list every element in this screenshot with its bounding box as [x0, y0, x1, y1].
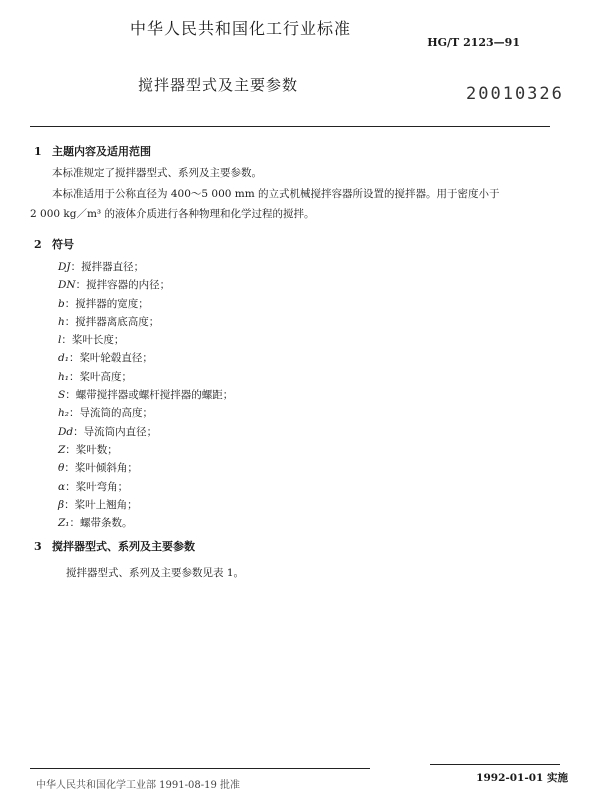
symbol-item: l：桨叶长度； — [58, 334, 125, 347]
section-title: 搅拌器型式、系列及主要参数 — [52, 540, 195, 553]
footer-rule-right — [430, 764, 560, 765]
symbol-item: d₁：桨叶轮毂直径； — [58, 352, 153, 365]
symbol-item: Dd：导流筒内直径； — [58, 425, 158, 438]
symbol-desc: 桨叶倾斜角； — [74, 462, 138, 475]
symbol-item: h₁：桨叶高度； — [58, 370, 132, 383]
symbol-key: DJ — [58, 261, 71, 273]
section-1-line-3: 2 000 kg／m³ 的液体介质进行各种物理和化学过程的搅拌。 — [30, 208, 315, 220]
symbol-desc: 搅拌器直径； — [81, 261, 145, 273]
section-3-heading — [34, 538, 195, 554]
symbol-item: β：桨叶上翘角； — [58, 498, 138, 511]
symbol-item: h：搅拌器离底高度； — [58, 315, 160, 328]
symbol-item: Z₁：螺带条数。 — [58, 517, 133, 530]
section-3-line-1: 搅拌器型式、系列及主要参数见表 1。 — [66, 567, 245, 579]
symbol-item: Z：桨叶数； — [58, 443, 118, 456]
symbol-desc: 搅拌器离底高度； — [75, 315, 160, 328]
standard-code: HG/T 2123—91 — [427, 36, 520, 49]
symbol-key: h₁ — [58, 370, 69, 383]
symbol-key: h₂ — [58, 407, 69, 420]
symbol-key: β — [58, 498, 65, 511]
symbol-list — [58, 258, 233, 532]
symbol-key: h — [58, 315, 65, 328]
symbol-key: Z₁ — [58, 517, 70, 530]
handwritten-number: 20010326 — [466, 84, 564, 104]
symbol-item: θ：桨叶倾斜角； — [58, 462, 138, 475]
symbol-desc: 桨叶数； — [75, 443, 118, 456]
symbol-desc: 桨叶上翘角； — [74, 498, 138, 511]
symbol-key: α — [58, 480, 66, 493]
section-title: 符号 — [52, 238, 74, 251]
approval-line: 中华人民共和国化学工业部 1991-08-19 批准 — [36, 780, 241, 791]
symbol-item: α：桨叶弯角； — [58, 480, 129, 493]
header-rule — [30, 126, 550, 127]
section-1-line-1: 本标准规定了搅拌器型式、系列及主要参数。 — [52, 167, 262, 179]
section-1-line-2: 本标准适用于公称直径为 400～5 000 mm 的立式机械搅拌容器所设置的搅拌器。用于密度小于 — [52, 188, 500, 200]
symbol-key: b — [58, 297, 65, 310]
footer-rule-left — [30, 768, 370, 769]
standard-title: 中华人民共和国化工行业标准 — [130, 19, 352, 38]
symbol-desc: 螺带搅拌器或螺杆搅拌器的螺距； — [75, 389, 234, 402]
section-number: 3 — [34, 540, 42, 553]
symbol-item: S：螺带搅拌器或螺杆搅拌器的螺距； — [58, 389, 234, 402]
symbol-key: l — [58, 334, 62, 347]
symbol-item: DN：搅拌容器的内径； — [58, 279, 171, 292]
section-title: 主题内容及适用范围 — [52, 145, 151, 158]
symbol-key: d₁ — [58, 352, 69, 365]
symbol-item: b：搅拌器的宽度； — [58, 297, 149, 310]
document-title: 搅拌器型式及主要参数 — [138, 76, 299, 94]
symbol-desc: 桨叶轮毂直径； — [79, 352, 153, 365]
symbol-key: S — [58, 389, 66, 402]
symbol-desc: 桨叶长度； — [71, 334, 125, 347]
section-number: 2 — [34, 238, 42, 251]
symbol-desc: 导流筒内直径； — [83, 425, 158, 438]
section-number: 1 — [34, 145, 42, 158]
symbol-desc: 螺带条数。 — [80, 517, 133, 530]
implementation-date: 1992-01-01 实施 — [476, 772, 568, 784]
symbol-item: h₂：导流筒的高度； — [58, 407, 153, 420]
section-2-heading — [34, 236, 74, 252]
symbol-key: Z — [58, 443, 66, 456]
symbol-item: DJ：搅拌器直径； — [58, 261, 145, 273]
symbol-desc: 导流筒的高度； — [79, 407, 153, 420]
symbol-desc: 桨叶弯角； — [75, 480, 129, 493]
symbol-key: DN — [58, 279, 76, 292]
section-1-heading — [34, 143, 151, 159]
symbol-key: θ — [58, 462, 65, 475]
symbol-key: Dd — [58, 425, 74, 438]
symbol-desc: 桨叶高度； — [79, 370, 132, 383]
symbol-desc: 搅拌容器的内径； — [86, 279, 171, 292]
symbol-desc: 搅拌器的宽度； — [75, 297, 149, 310]
